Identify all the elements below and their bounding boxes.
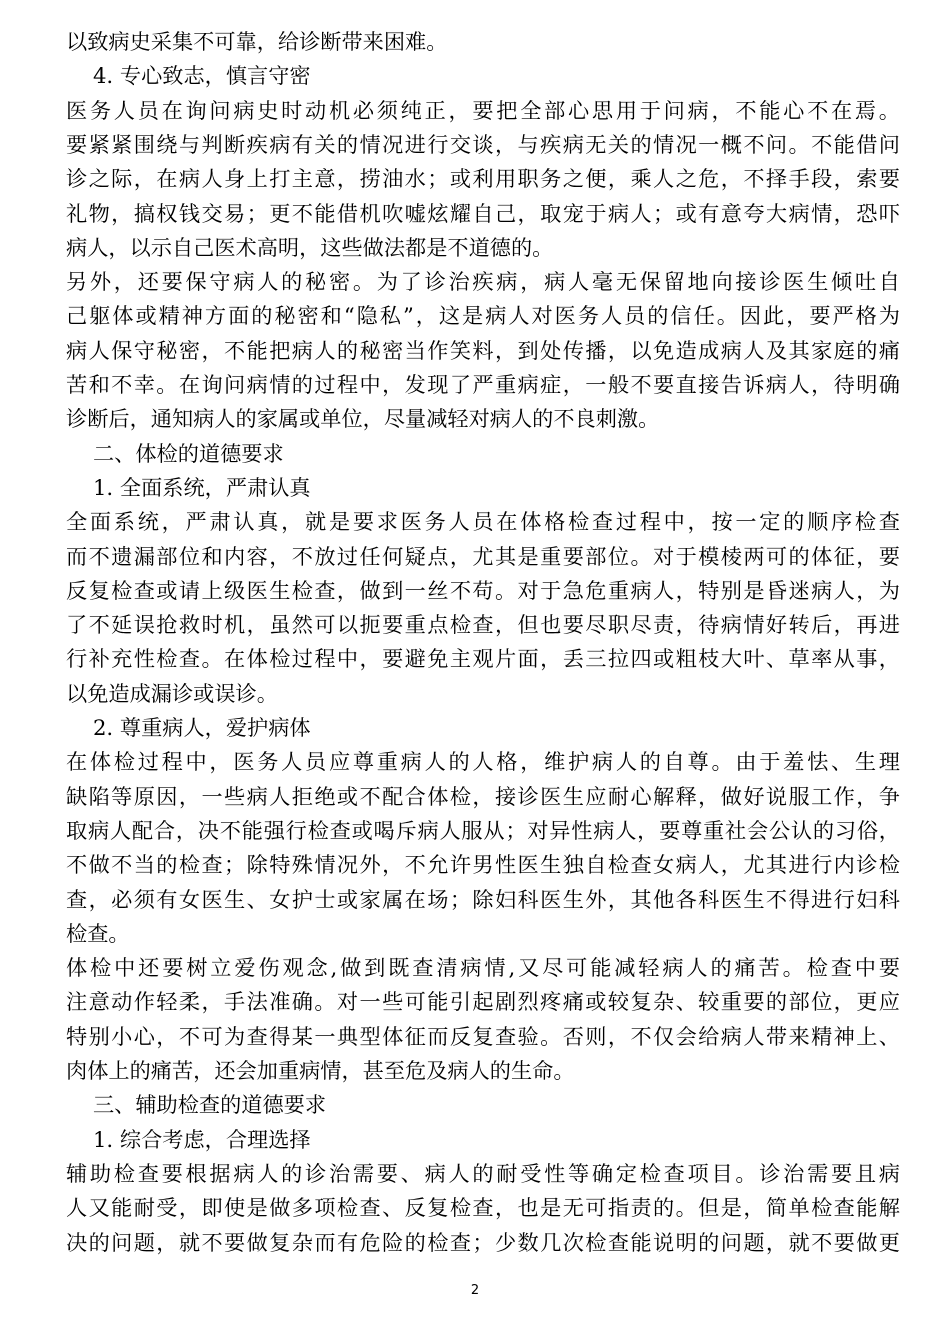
text-line: 诊之际，在病人身上打主意，捞油水；或利用职务之便，乘人之危，不择手段，索要 (66, 166, 900, 192)
text-line: 全面系统，严肃认真，就是要求医务人员在体格检查过程中，按一定的顺序检查 (66, 509, 900, 535)
text-line: 体检中还要树立爱伤观念,做到既查清病情,又尽可能减轻病人的痛苦。检查中要 (66, 955, 900, 981)
text-line: 病人，以示自己医术高明，这些做法都是不道德的。 (66, 234, 554, 260)
text-line: 决的问题，就不要做复杂而有危险的检查；少数几次检查能说明的问题，就不要做更 (66, 1229, 900, 1255)
text-line: 己躯体或精神方面的秘密和“隐私”，这是病人对医务人员的信任。因此，要严格为 (66, 303, 900, 329)
text-line: 二、体检的道德要求 (66, 440, 284, 466)
text-line: 取病人配合，决不能强行检查或喝斥病人服从；对异性病人，要尊重社会公认的习俗， (66, 817, 900, 843)
text-line: 医务人员在询问病史时动机必须纯正，要把全部心思用于问病，不能心不在焉。 (66, 97, 900, 123)
text-line: 肉体上的痛苦，还会加重病情，甚至危及病人的生命。 (66, 1058, 575, 1083)
text-line: 要紧紧围绕与判断疾病有关的情况进行交谈，与疾病无关的情况一概不问。不能借问 (66, 131, 900, 157)
text-line: 在体检过程中，医务人员应尊重病人的人格，维护病人的自尊。由于羞怯、生理 (66, 749, 900, 775)
text-line: 检查。 (66, 920, 130, 946)
text-line: 查，必须有女医生、女护士或家属在场；除妇科医生外，其他各科医生不得进行妇科 (66, 886, 900, 912)
text-line: 辅助检查要根据病人的诊治需要、病人的耐受性等确定检查项目。诊治需要且病 (66, 1160, 900, 1186)
text-line: 2. 尊重病人，爱护病体 (66, 715, 311, 740)
text-line: 1. 综合考虑，合理选择 (66, 1126, 311, 1152)
text-line: 特别小心，不可为查得某一典型体征而反复查验。否则，不仅会给病人带来精神上、 (66, 1023, 900, 1049)
text-line: 以免造成漏诊或误诊。 (66, 680, 278, 706)
text-line: 4. 专心致志，慎言守密 (66, 63, 311, 89)
text-line: 缺陷等原因，一些病人拒绝或不配合体检，接诊医生应耐心解释，做好说服工作，争 (66, 783, 900, 809)
text-line: 人又能耐受，即使是做多项检查、反复检查，也是无可指责的。但是，简单检查能解 (66, 1195, 900, 1221)
text-line: 另外，还要保守病人的秘密。为了诊治疾病，病人毫无保留地向接诊医生倾吐自 (66, 269, 900, 295)
text-line: 诊断后，通知病人的家属或单位，尽量减轻对病人的不良刺激。 (66, 406, 660, 432)
text-line: 三、辅助检查的道德要求 (66, 1092, 327, 1118)
text-line: 而不遗漏部位和内容，不放过任何疑点，尤其是重要部位。对于模棱两可的体征，要 (66, 543, 900, 569)
text-line: 以致病史采集不可靠，给诊断带来困难。 (66, 29, 448, 54)
text-line: 礼物，搞权钱交易；更不能借机吹嘘炫耀自己，取宠于病人；或有意夸大病情，恐吓 (66, 200, 900, 226)
text-line: 1. 全面系统，严肃认真 (66, 474, 311, 500)
text-line: 了不延误抢救时机，虽然可以扼要重点检查，但也要尽职尽责，待病情好转后，再进 (66, 612, 900, 638)
text-line: 病人保守秘密，不能把病人的秘密当作笑料，到处传播，以免造成病人及其家庭的痛 (66, 337, 900, 363)
text-line: 行补充性检查。在体检过程中，要避免主观片面，丢三拉四或粗枝大叶、草率从事， (66, 646, 900, 672)
text-line: 苦和不幸。在询问病情的过程中，发现了严重病症，一般不要直接告诉病人，待明确 (66, 372, 900, 397)
text-line: 不做不当的检查；除特殊情况外，不允许男性医生独自检查女病人，尤其进行内诊检 (66, 852, 900, 878)
text-line: 注意动作轻柔，手法准确。对一些可能引起剧烈疼痛或较复杂、较重要的部位，更应 (66, 989, 900, 1015)
text-line: 反复检查或请上级医生检查，做到一丝不苟。对于急危重病人，特别是昏迷病人，为 (66, 577, 900, 603)
page-number: 2 (470, 1283, 480, 1298)
